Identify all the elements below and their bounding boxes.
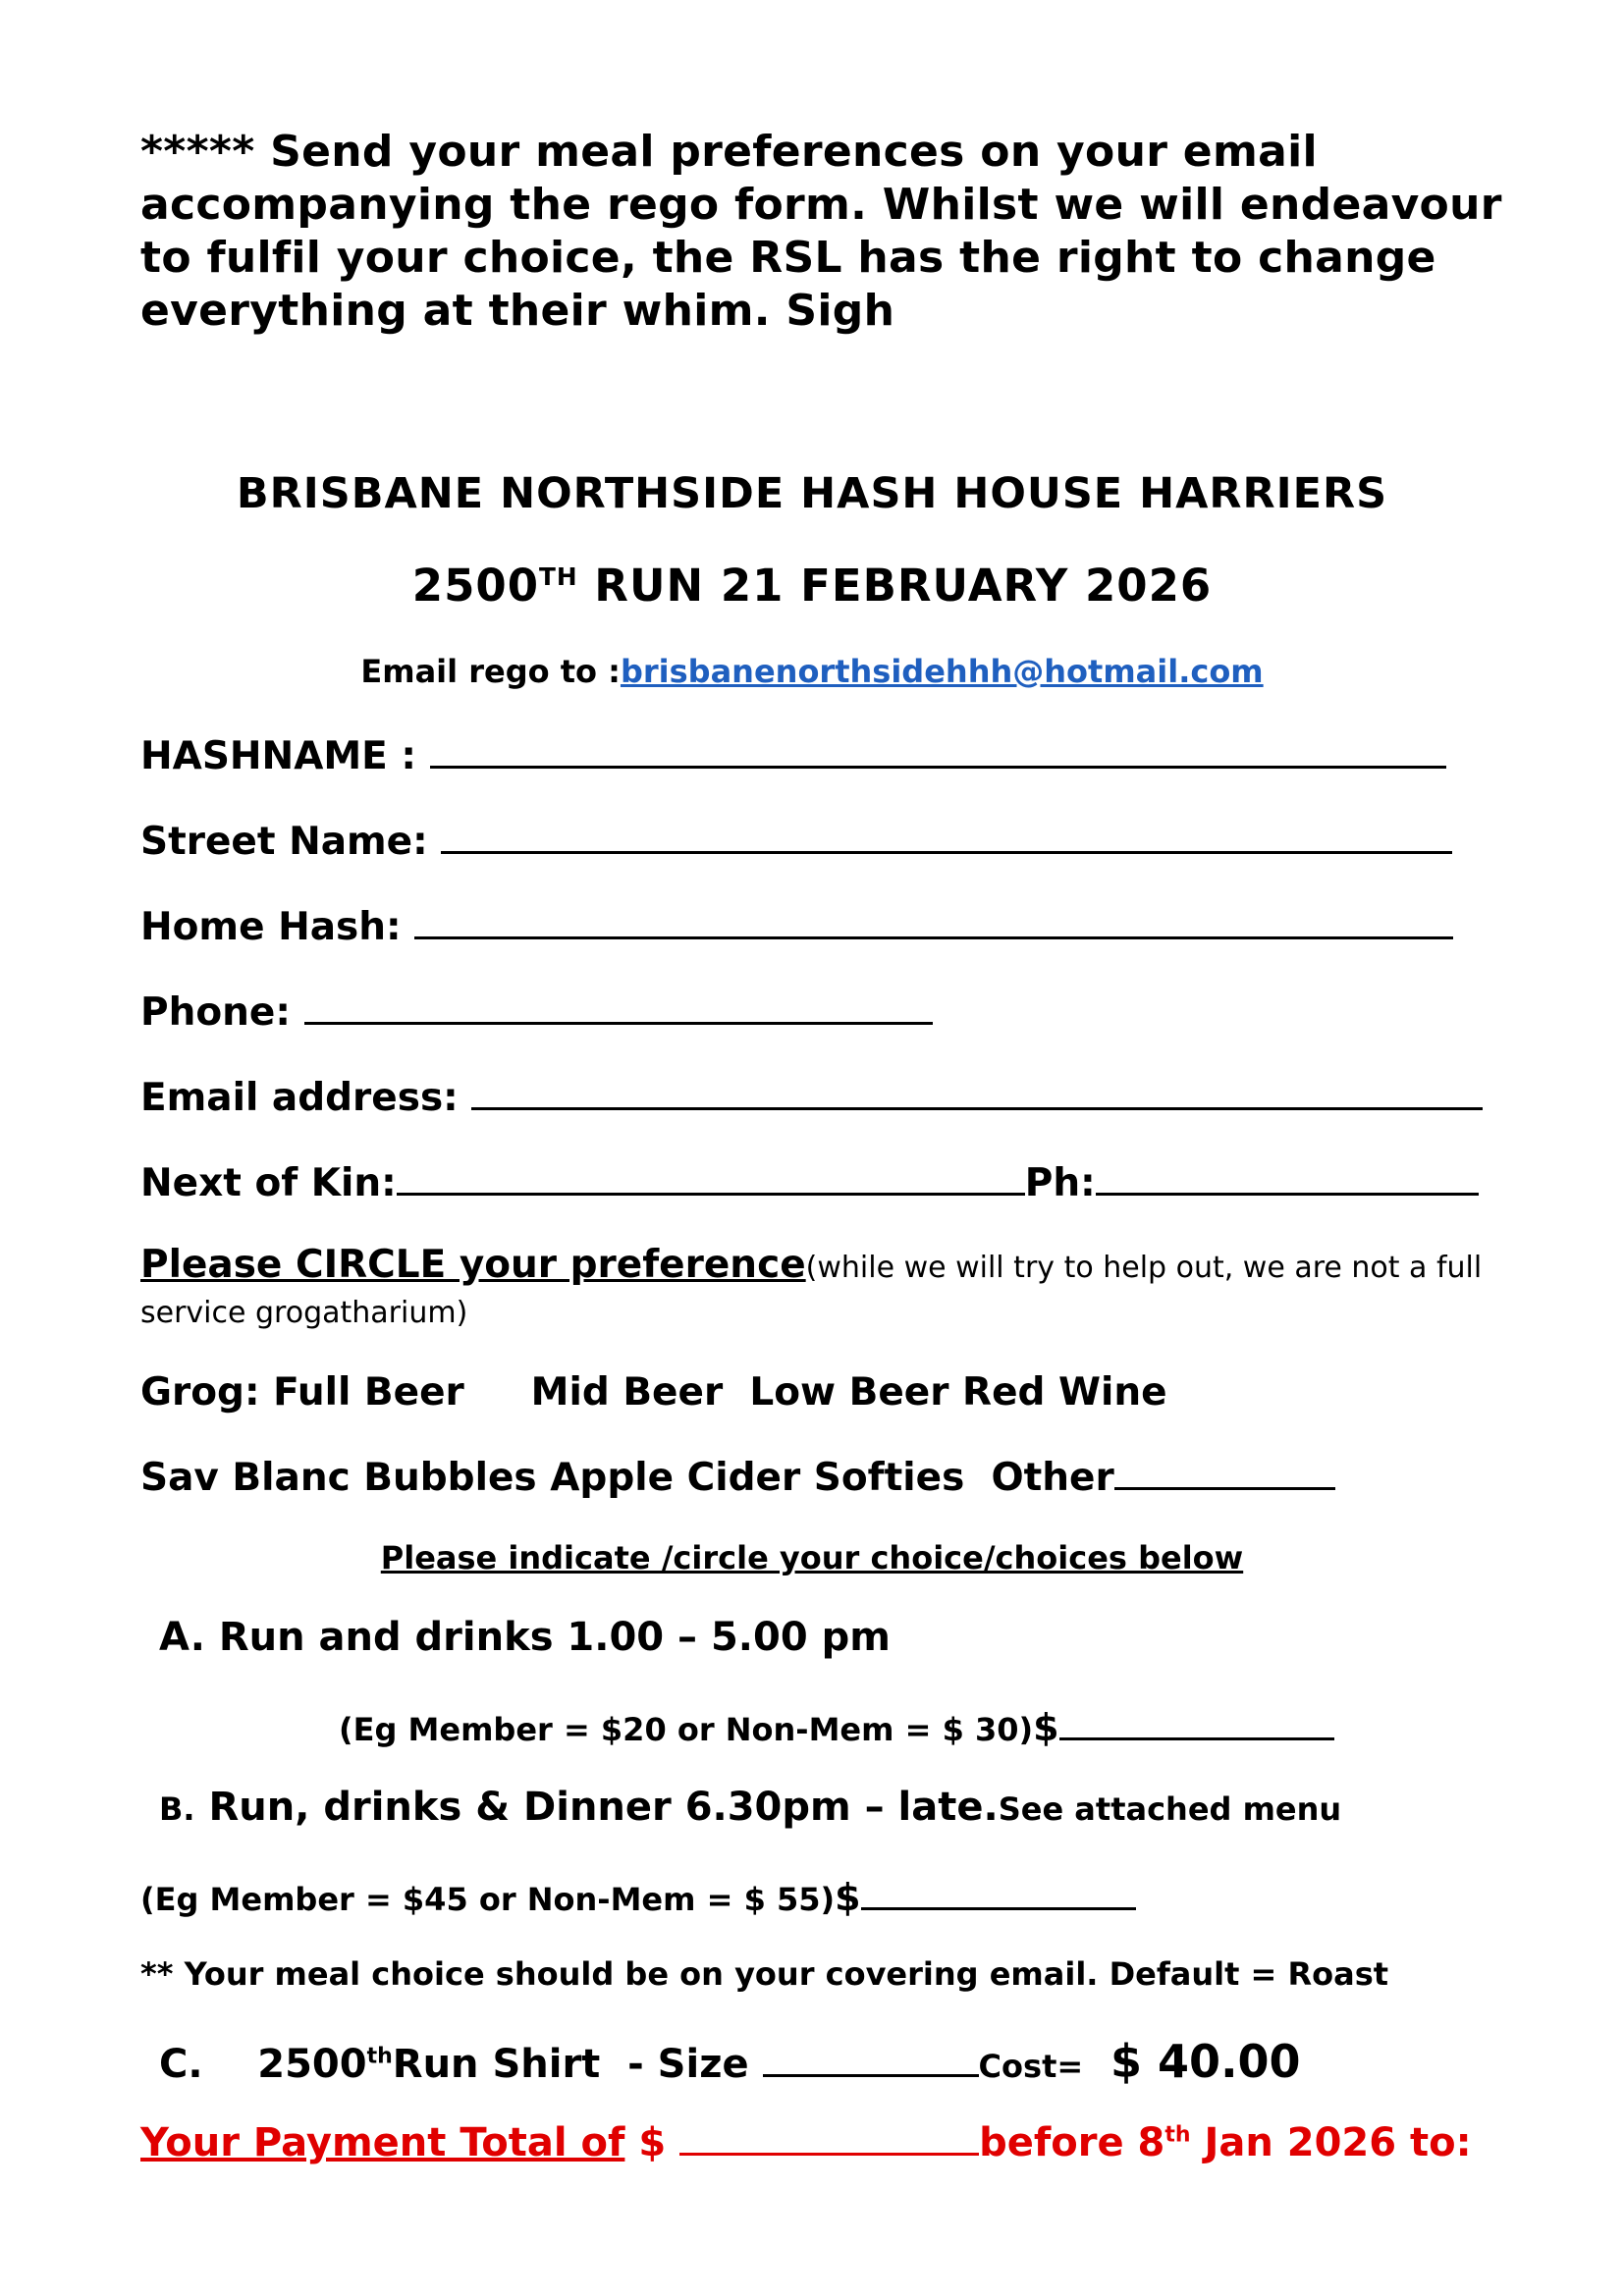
email-rego-label: Email rego to : bbox=[360, 653, 621, 690]
option-c bbox=[159, 2035, 1301, 2088]
hashname-field bbox=[140, 734, 1446, 778]
other-grog-input-line[interactable] bbox=[1114, 1487, 1335, 1490]
run-date: RUN 21 FEBRUARY 2026 bbox=[577, 560, 1213, 612]
payment-total-label: Your Payment Total of bbox=[140, 2120, 625, 2165]
next-of-kin-field bbox=[140, 1161, 1479, 1205]
option-a bbox=[159, 1615, 891, 1660]
shirt-size-input-line[interactable] bbox=[763, 2074, 979, 2077]
email-rego-link[interactable]: brisbanenorthsidehhh@hotmail.com bbox=[620, 653, 1264, 690]
kin-phone-input-line[interactable] bbox=[1096, 1193, 1479, 1196]
phone-label: Phone: bbox=[140, 990, 304, 1035]
option-b-dollar: $ bbox=[835, 1876, 861, 1919]
option-b-example: (Eg Member = $45 or Non-Mem = $ 55) bbox=[140, 1881, 836, 1918]
option-c-cost-label: Cost= bbox=[978, 2048, 1084, 2085]
option-b bbox=[159, 1785, 1341, 1830]
email-address-input-line[interactable] bbox=[471, 1107, 1483, 1110]
email-address-label: Email address: bbox=[140, 1076, 472, 1120]
street-name-field bbox=[140, 820, 1452, 864]
street-name-input-line[interactable] bbox=[441, 851, 1452, 854]
hashname-input-line[interactable] bbox=[430, 766, 1446, 769]
intro-paragraph: ***** Send your meal preferences on your email accompanying the rego form. Whilst we will endeavour to fulfil your choice, the RSL has the right to change everything at their whim. Sigh bbox=[140, 127, 1502, 336]
option-b-label: B. bbox=[159, 1790, 195, 1828]
grog-options-line-2-text: Sav Blanc Bubbles Apple Cider Softies Other bbox=[140, 1456, 1114, 1500]
next-of-kin-label: Next of Kin: bbox=[140, 1161, 397, 1205]
option-a-text: Run and drinks 1.00 – 5.00 pm bbox=[218, 1615, 891, 1660]
option-c-suffix: th bbox=[366, 2044, 393, 2069]
home-hash-field bbox=[140, 905, 1453, 949]
option-c-text: Run Shirt - Size bbox=[392, 2042, 763, 2087]
option-b-menu-note: See attached menu bbox=[998, 1790, 1342, 1828]
run-number: 2500 bbox=[411, 560, 540, 612]
payment-suffix: th bbox=[1164, 2122, 1191, 2148]
option-b-text: Run, drinks & Dinner 6.30pm – late. bbox=[194, 1785, 999, 1830]
payment-dollar: $ bbox=[624, 2120, 680, 2165]
option-a-amount-line[interactable] bbox=[1059, 1737, 1334, 1740]
next-of-kin-input-line[interactable] bbox=[397, 1193, 1025, 1196]
option-c-number: 2500 bbox=[257, 2042, 367, 2087]
option-b-amount-line[interactable] bbox=[861, 1907, 1136, 1910]
kin-phone-label: Ph: bbox=[1024, 1161, 1096, 1205]
run-suffix: TH bbox=[539, 562, 578, 591]
street-name-label: Street Name: bbox=[140, 820, 442, 864]
email-rego bbox=[0, 653, 1624, 690]
option-a-example: (Eg Member = $20 or Non-Mem = $ 30) bbox=[339, 1711, 1034, 1748]
preference-instructions bbox=[140, 1245, 1554, 1338]
option-a-dollar: $ bbox=[1033, 1706, 1059, 1749]
payment-date: Jan 2026 to: bbox=[1190, 2120, 1472, 2165]
grog-options-line-2 bbox=[140, 1456, 1335, 1500]
preference-heading: Please CIRCLE your preference bbox=[140, 1243, 806, 1287]
payment-total-input-line[interactable] bbox=[679, 2153, 979, 2156]
option-c-label: C. bbox=[159, 2042, 203, 2087]
email-address-field bbox=[140, 1076, 1483, 1120]
payment-before: before 8 bbox=[979, 2120, 1165, 2165]
preference-note: (while we will try to help out, we are not a full service grogatharium) bbox=[140, 1251, 1483, 1330]
run-heading bbox=[0, 560, 1624, 612]
phone-field bbox=[140, 990, 933, 1035]
home-hash-input-line[interactable] bbox=[414, 936, 1453, 939]
event-title: BRISBANE NORTHSIDE HASH HOUSE HARRIERS bbox=[236, 469, 1388, 518]
option-a-label: A. bbox=[159, 1615, 205, 1660]
home-hash-label: Home Hash: bbox=[140, 905, 415, 949]
hashname-label: HASHNAME : bbox=[140, 734, 430, 778]
grog-options-line-1: Grog: Full Beer Mid Beer Low Beer Red Wine bbox=[140, 1370, 1167, 1415]
choice-instructions: Please indicate /circle your choice/choices below bbox=[380, 1539, 1244, 1576]
option-a-price bbox=[339, 1706, 1334, 1749]
option-b-price bbox=[140, 1876, 1136, 1919]
payment-total bbox=[140, 2120, 1472, 2165]
meal-choice-note: ** Your meal choice should be on your covering email. Default = Roast bbox=[140, 1955, 1389, 1993]
option-c-cost-value: $ 40.00 bbox=[1110, 2035, 1301, 2088]
phone-input-line[interactable] bbox=[304, 1022, 933, 1025]
